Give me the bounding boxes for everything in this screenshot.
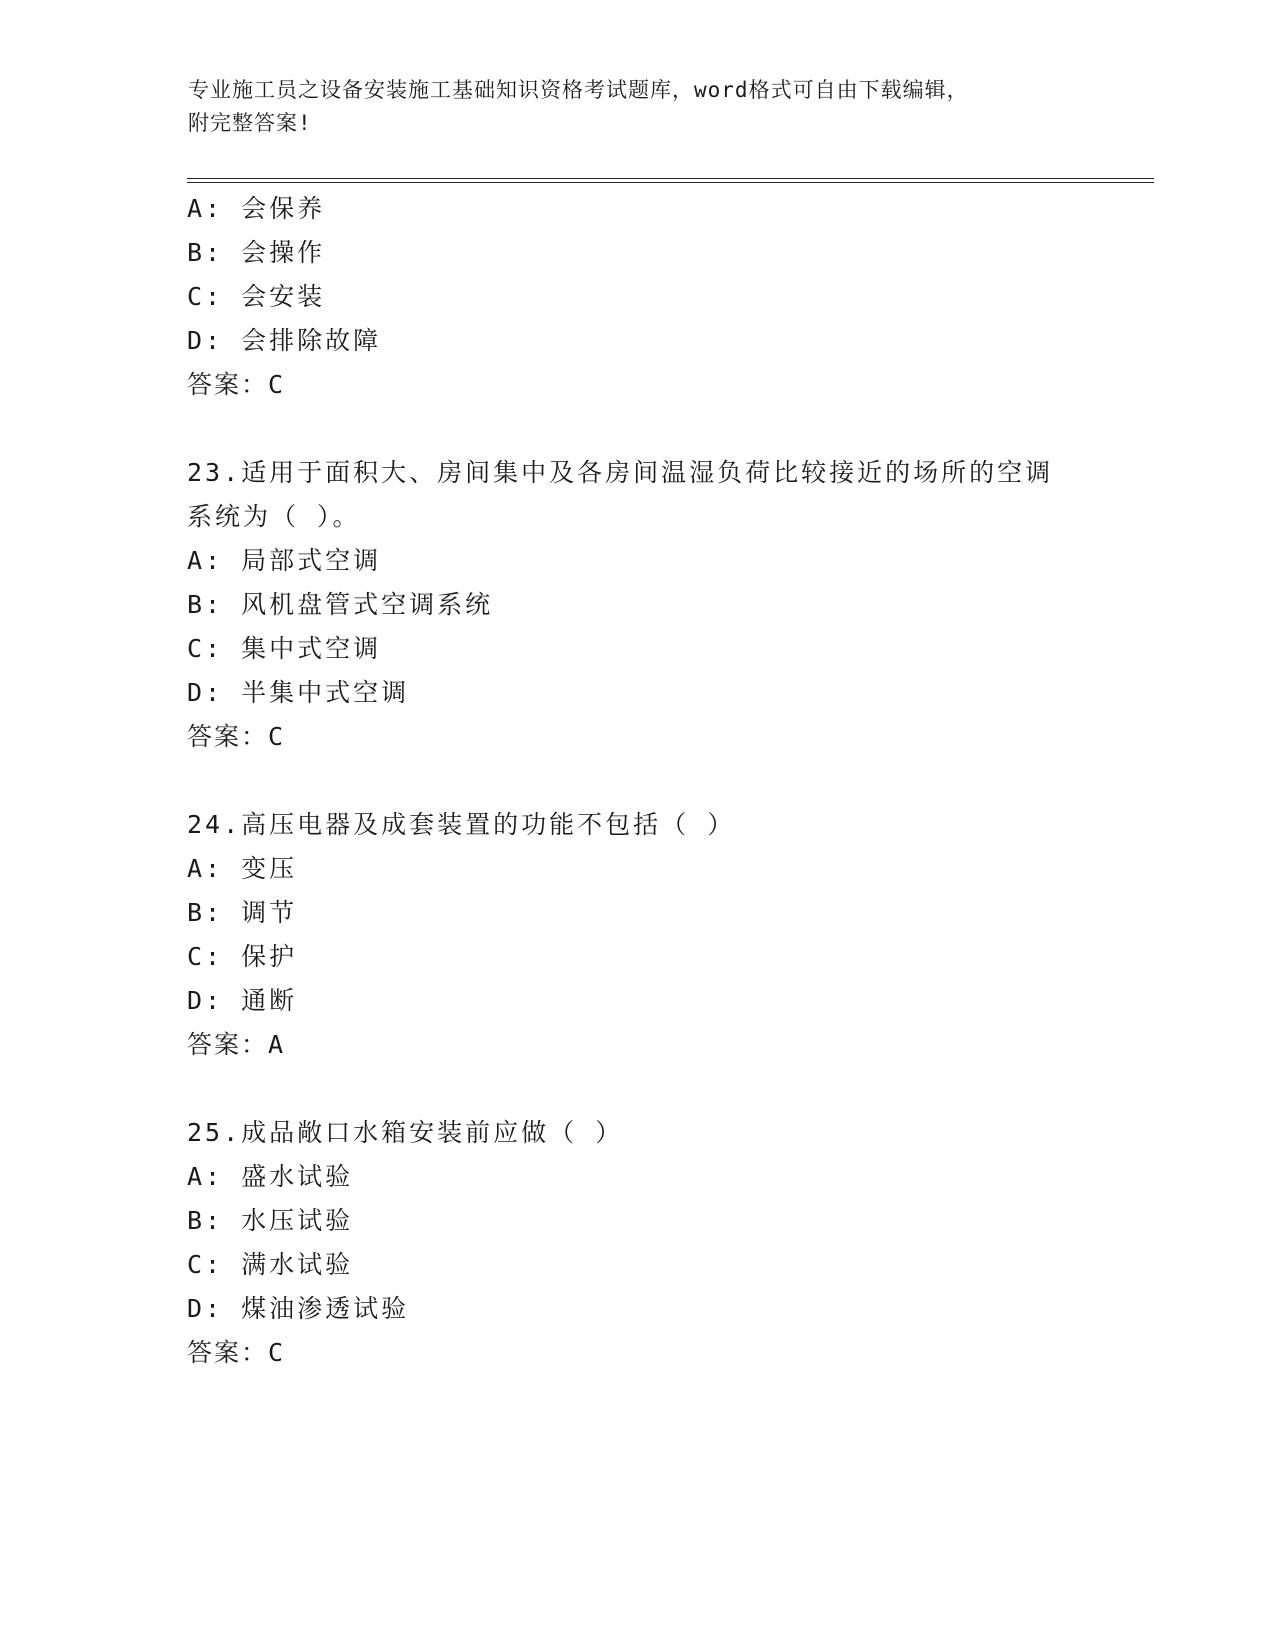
q23-stem-line-1: 23.适用于面积大、房间集中及各房间温湿负荷比较接近的场所的空调 bbox=[187, 458, 1054, 487]
q24-option-a: A: 变压 bbox=[187, 854, 298, 883]
answer-value: A bbox=[268, 1030, 286, 1059]
q23-option-b: B: 风机盘管式空调系统 bbox=[187, 590, 494, 619]
q22-option-d: D: 会排除故障 bbox=[187, 326, 382, 355]
q25-answer bbox=[187, 1338, 285, 1368]
answer-label: 答案： bbox=[187, 722, 269, 751]
q22-answer bbox=[187, 370, 285, 400]
answer-value: C bbox=[268, 1338, 286, 1367]
q25-option-b: B: 水压试验 bbox=[187, 1206, 354, 1235]
q22-option-a: A: 会保养 bbox=[187, 194, 326, 223]
q22-option-c: C: 会安装 bbox=[187, 282, 326, 311]
header-divider-top bbox=[187, 178, 1154, 179]
q24-option-b: B: 调节 bbox=[187, 898, 298, 927]
q25-option-d: D: 煤油渗透试验 bbox=[187, 1294, 410, 1323]
answer-value: C bbox=[268, 722, 286, 751]
q23-option-a: A: 局部式空调 bbox=[187, 546, 382, 575]
header-line-2: 附完整答案! bbox=[188, 111, 312, 135]
document-header bbox=[188, 74, 1088, 140]
q23-stem-line-2: 系统为（ ）。 bbox=[187, 502, 361, 531]
q25-option-a: A: 盛水试验 bbox=[187, 1162, 354, 1191]
answer-label: 答案： bbox=[187, 370, 269, 399]
q24-stem-line-1: 24.高压电器及成套装置的功能不包括（ ） bbox=[187, 810, 736, 839]
q25-option-c: C: 满水试验 bbox=[187, 1250, 354, 1279]
q23-option-d: D: 半集中式空调 bbox=[187, 678, 410, 707]
q23-answer bbox=[187, 722, 285, 752]
answer-label: 答案： bbox=[187, 1338, 269, 1367]
q25-stem-line-1: 25.成品敞口水箱安装前应做（ ） bbox=[187, 1118, 624, 1147]
answer-value: C bbox=[268, 370, 286, 399]
q24-option-c: C: 保护 bbox=[187, 942, 298, 971]
header-line-1: 专业施工员之设备安装施工基础知识资格考试题库，word格式可自由下载编辑， bbox=[188, 78, 969, 102]
answer-label: 答案： bbox=[187, 1030, 269, 1059]
q23-option-c: C: 集中式空调 bbox=[187, 634, 382, 663]
header-divider-bottom bbox=[187, 182, 1154, 183]
q24-answer bbox=[187, 1030, 285, 1060]
q24-option-d: D: 通断 bbox=[187, 986, 298, 1015]
q22-option-b: B: 会操作 bbox=[187, 238, 326, 267]
